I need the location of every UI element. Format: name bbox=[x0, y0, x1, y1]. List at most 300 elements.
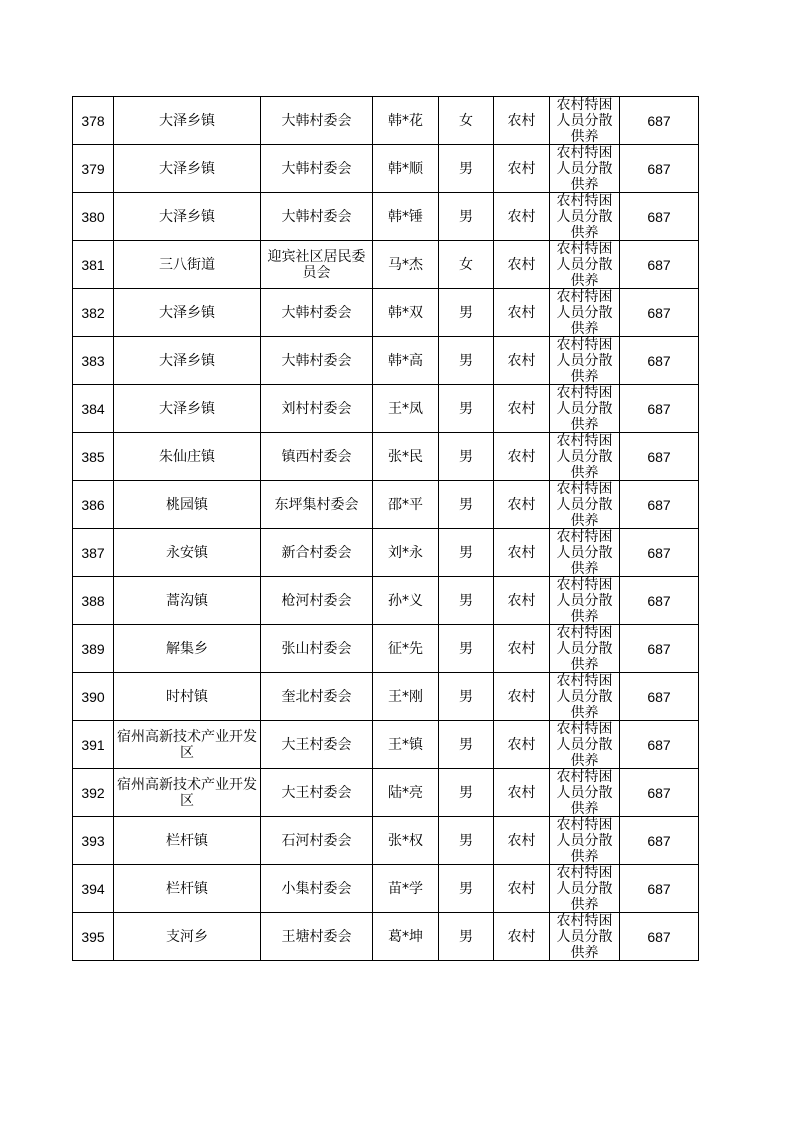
town-cell-text: 宿州高新技术产业开发区 bbox=[117, 728, 257, 761]
person-name-cell bbox=[373, 865, 439, 913]
amount-cell-text: 687 bbox=[647, 928, 671, 945]
row-number-text: 393 bbox=[81, 832, 105, 849]
amount-cell bbox=[620, 145, 699, 193]
support-category-cell-text: 农村特困人员分散供养 bbox=[556, 145, 613, 192]
area-type-cell-text: 农村 bbox=[507, 640, 536, 657]
support-category-cell-text: 农村特困人员分散供养 bbox=[556, 817, 613, 864]
area-type-cell-text: 农村 bbox=[507, 496, 536, 513]
person-name-cell bbox=[373, 433, 439, 481]
row-number bbox=[73, 337, 114, 385]
table-row bbox=[73, 337, 699, 385]
row-number bbox=[73, 289, 114, 337]
area-type-cell-text: 农村 bbox=[507, 592, 536, 609]
village-cell-text: 刘村村委会 bbox=[281, 400, 352, 417]
village-cell bbox=[261, 193, 373, 241]
person-name-cell-text: 苗*学 bbox=[388, 880, 423, 897]
gender-cell bbox=[439, 241, 494, 289]
area-type-cell bbox=[494, 385, 550, 433]
support-category-cell-text: 农村特困人员分散供养 bbox=[556, 241, 613, 288]
row-number-text: 392 bbox=[81, 784, 105, 801]
amount-cell bbox=[620, 721, 699, 769]
table-row bbox=[73, 769, 699, 817]
town-cell-text: 大泽乡镇 bbox=[159, 400, 215, 417]
village-cell bbox=[261, 337, 373, 385]
village-cell-text: 奎北村委会 bbox=[281, 688, 352, 705]
support-category-cell bbox=[550, 193, 620, 241]
person-name-cell-text: 韩*高 bbox=[388, 352, 423, 369]
area-type-cell-text: 农村 bbox=[507, 784, 536, 801]
support-category-cell-text: 农村特困人员分散供养 bbox=[556, 769, 613, 816]
village-cell-text: 迎宾社区居民委员会 bbox=[267, 248, 366, 281]
town-cell-text: 大泽乡镇 bbox=[159, 304, 215, 321]
gender-cell-text: 男 bbox=[459, 736, 473, 753]
row-number-text: 390 bbox=[81, 688, 105, 705]
row-number-text: 381 bbox=[81, 256, 105, 273]
person-name-cell-text: 刘*永 bbox=[388, 544, 423, 561]
town-cell-text: 永安镇 bbox=[166, 544, 208, 561]
row-number bbox=[73, 193, 114, 241]
village-cell bbox=[261, 769, 373, 817]
village-cell bbox=[261, 385, 373, 433]
town-cell-text: 时村镇 bbox=[166, 688, 208, 705]
amount-cell-text: 687 bbox=[647, 208, 671, 225]
row-number bbox=[73, 817, 114, 865]
area-type-cell-text: 农村 bbox=[507, 448, 536, 465]
row-number bbox=[73, 913, 114, 961]
row-number bbox=[73, 769, 114, 817]
support-category-cell bbox=[550, 385, 620, 433]
town-cell-text: 宿州高新技术产业开发区 bbox=[117, 776, 257, 809]
support-category-cell bbox=[550, 625, 620, 673]
table-row bbox=[73, 529, 699, 577]
person-name-cell-text: 韩*花 bbox=[388, 112, 423, 129]
support-category-cell-text: 农村特困人员分散供养 bbox=[556, 577, 613, 624]
person-name-cell-text: 韩*顺 bbox=[388, 160, 423, 177]
table-row bbox=[73, 673, 699, 721]
area-type-cell bbox=[494, 577, 550, 625]
person-name-cell-text: 孙*义 bbox=[388, 592, 423, 609]
amount-cell bbox=[620, 481, 699, 529]
area-type-cell bbox=[494, 241, 550, 289]
row-number-text: 383 bbox=[81, 352, 105, 369]
town-cell bbox=[114, 433, 261, 481]
row-number bbox=[73, 97, 114, 145]
town-cell-text: 桃园镇 bbox=[166, 496, 208, 513]
support-category-cell bbox=[550, 865, 620, 913]
gender-cell-text: 女 bbox=[459, 256, 473, 273]
amount-cell-text: 687 bbox=[647, 832, 671, 849]
row-number-text: 387 bbox=[81, 544, 105, 561]
row-number-text: 380 bbox=[81, 208, 105, 225]
village-cell-text: 大韩村委会 bbox=[281, 208, 352, 225]
town-cell bbox=[114, 145, 261, 193]
person-name-cell bbox=[373, 817, 439, 865]
amount-cell bbox=[620, 673, 699, 721]
row-number-text: 384 bbox=[81, 400, 105, 417]
town-cell-text: 大泽乡镇 bbox=[159, 208, 215, 225]
table-body bbox=[73, 97, 699, 961]
person-name-cell-text: 马*杰 bbox=[388, 256, 423, 273]
amount-cell bbox=[620, 193, 699, 241]
gender-cell-text: 男 bbox=[459, 352, 473, 369]
gender-cell-text: 男 bbox=[459, 544, 473, 561]
row-number-text: 389 bbox=[81, 640, 105, 657]
village-cell-text: 大韩村委会 bbox=[281, 304, 352, 321]
support-category-cell bbox=[550, 145, 620, 193]
support-category-cell bbox=[550, 721, 620, 769]
amount-cell bbox=[620, 913, 699, 961]
person-name-cell bbox=[373, 145, 439, 193]
village-cell bbox=[261, 625, 373, 673]
amount-cell bbox=[620, 337, 699, 385]
gender-cell bbox=[439, 817, 494, 865]
village-cell-text: 大韩村委会 bbox=[281, 160, 352, 177]
person-name-cell bbox=[373, 673, 439, 721]
support-category-cell-text: 农村特困人员分散供养 bbox=[556, 673, 613, 720]
area-type-cell bbox=[494, 769, 550, 817]
village-cell-text: 新合村委会 bbox=[281, 544, 352, 561]
amount-cell-text: 687 bbox=[647, 688, 671, 705]
area-type-cell-text: 农村 bbox=[507, 400, 536, 417]
support-category-cell bbox=[550, 289, 620, 337]
town-cell bbox=[114, 865, 261, 913]
row-number bbox=[73, 577, 114, 625]
person-name-cell-text: 韩*锤 bbox=[388, 208, 423, 225]
person-name-cell bbox=[373, 241, 439, 289]
support-category-cell bbox=[550, 817, 620, 865]
area-type-cell bbox=[494, 97, 550, 145]
amount-cell bbox=[620, 625, 699, 673]
town-cell-text: 解集乡 bbox=[166, 640, 208, 657]
area-type-cell bbox=[494, 913, 550, 961]
person-name-cell bbox=[373, 577, 439, 625]
row-number bbox=[73, 145, 114, 193]
gender-cell-text: 男 bbox=[459, 400, 473, 417]
area-type-cell-text: 农村 bbox=[507, 544, 536, 561]
gender-cell-text: 女 bbox=[459, 112, 473, 129]
area-type-cell bbox=[494, 529, 550, 577]
row-number bbox=[73, 385, 114, 433]
area-type-cell bbox=[494, 673, 550, 721]
recipient-table bbox=[72, 96, 699, 961]
support-category-cell bbox=[550, 769, 620, 817]
row-number-text: 395 bbox=[81, 928, 105, 945]
amount-cell-text: 687 bbox=[647, 736, 671, 753]
table-row bbox=[73, 577, 699, 625]
area-type-cell bbox=[494, 625, 550, 673]
gender-cell-text: 男 bbox=[459, 640, 473, 657]
amount-cell bbox=[620, 577, 699, 625]
village-cell bbox=[261, 241, 373, 289]
table-row bbox=[73, 193, 699, 241]
support-category-cell bbox=[550, 529, 620, 577]
person-name-cell-text: 张*权 bbox=[388, 832, 423, 849]
village-cell-text: 大王村委会 bbox=[281, 784, 352, 801]
area-type-cell-text: 农村 bbox=[507, 832, 536, 849]
support-category-cell bbox=[550, 913, 620, 961]
row-number bbox=[73, 481, 114, 529]
gender-cell bbox=[439, 385, 494, 433]
person-name-cell bbox=[373, 289, 439, 337]
gender-cell bbox=[439, 721, 494, 769]
town-cell-text: 朱仙庄镇 bbox=[159, 448, 215, 465]
person-name-cell bbox=[373, 721, 439, 769]
town-cell bbox=[114, 577, 261, 625]
gender-cell-text: 男 bbox=[459, 496, 473, 513]
person-name-cell-text: 韩*双 bbox=[388, 304, 423, 321]
person-name-cell-text: 王*凤 bbox=[388, 400, 423, 417]
row-number-text: 394 bbox=[81, 880, 105, 897]
area-type-cell-text: 农村 bbox=[507, 208, 536, 225]
town-cell bbox=[114, 385, 261, 433]
town-cell bbox=[114, 289, 261, 337]
village-cell bbox=[261, 865, 373, 913]
row-number-text: 379 bbox=[81, 160, 105, 177]
area-type-cell bbox=[494, 289, 550, 337]
amount-cell-text: 687 bbox=[647, 784, 671, 801]
amount-cell bbox=[620, 241, 699, 289]
gender-cell-text: 男 bbox=[459, 208, 473, 225]
table-row bbox=[73, 817, 699, 865]
town-cell bbox=[114, 529, 261, 577]
town-cell bbox=[114, 673, 261, 721]
support-category-cell-text: 农村特困人员分散供养 bbox=[556, 481, 613, 528]
village-cell-text: 大韩村委会 bbox=[281, 352, 352, 369]
row-number bbox=[73, 625, 114, 673]
gender-cell-text: 男 bbox=[459, 784, 473, 801]
village-cell bbox=[261, 529, 373, 577]
row-number-text: 385 bbox=[81, 448, 105, 465]
row-number-text: 391 bbox=[81, 736, 105, 753]
row-number bbox=[73, 241, 114, 289]
amount-cell bbox=[620, 385, 699, 433]
town-cell-text: 大泽乡镇 bbox=[159, 352, 215, 369]
town-cell bbox=[114, 241, 261, 289]
person-name-cell-text: 张*民 bbox=[388, 448, 423, 465]
amount-cell-text: 687 bbox=[647, 256, 671, 273]
area-type-cell bbox=[494, 817, 550, 865]
gender-cell-text: 男 bbox=[459, 880, 473, 897]
support-category-cell bbox=[550, 241, 620, 289]
gender-cell bbox=[439, 913, 494, 961]
village-cell-text: 石河村委会 bbox=[281, 832, 352, 849]
town-cell-text: 大泽乡镇 bbox=[159, 160, 215, 177]
support-category-cell bbox=[550, 481, 620, 529]
area-type-cell bbox=[494, 337, 550, 385]
town-cell bbox=[114, 721, 261, 769]
gender-cell bbox=[439, 865, 494, 913]
village-cell bbox=[261, 913, 373, 961]
support-category-cell bbox=[550, 97, 620, 145]
town-cell-text: 三八街道 bbox=[159, 256, 215, 273]
table-row bbox=[73, 913, 699, 961]
village-cell bbox=[261, 481, 373, 529]
person-name-cell bbox=[373, 625, 439, 673]
amount-cell bbox=[620, 529, 699, 577]
table-row bbox=[73, 721, 699, 769]
area-type-cell-text: 农村 bbox=[507, 928, 536, 945]
gender-cell bbox=[439, 769, 494, 817]
table-row bbox=[73, 385, 699, 433]
gender-cell-text: 男 bbox=[459, 832, 473, 849]
town-cell bbox=[114, 193, 261, 241]
amount-cell-text: 687 bbox=[647, 112, 671, 129]
area-type-cell-text: 农村 bbox=[507, 688, 536, 705]
town-cell bbox=[114, 913, 261, 961]
person-name-cell-text: 陆*亮 bbox=[388, 784, 423, 801]
gender-cell bbox=[439, 481, 494, 529]
gender-cell bbox=[439, 433, 494, 481]
gender-cell-text: 男 bbox=[459, 928, 473, 945]
area-type-cell-text: 农村 bbox=[507, 304, 536, 321]
table-row bbox=[73, 481, 699, 529]
amount-cell-text: 687 bbox=[647, 880, 671, 897]
gender-cell-text: 男 bbox=[459, 160, 473, 177]
table-row bbox=[73, 97, 699, 145]
town-cell-text: 栏杆镇 bbox=[166, 832, 208, 849]
area-type-cell-text: 农村 bbox=[507, 880, 536, 897]
person-name-cell bbox=[373, 481, 439, 529]
person-name-cell bbox=[373, 385, 439, 433]
amount-cell-text: 687 bbox=[647, 592, 671, 609]
area-type-cell bbox=[494, 481, 550, 529]
amount-cell-text: 687 bbox=[647, 448, 671, 465]
amount-cell bbox=[620, 769, 699, 817]
gender-cell-text: 男 bbox=[459, 688, 473, 705]
amount-cell-text: 687 bbox=[647, 640, 671, 657]
support-category-cell bbox=[550, 433, 620, 481]
gender-cell bbox=[439, 289, 494, 337]
person-name-cell bbox=[373, 913, 439, 961]
amount-cell bbox=[620, 817, 699, 865]
village-cell-text: 镇西村委会 bbox=[281, 448, 352, 465]
area-type-cell bbox=[494, 145, 550, 193]
town-cell-text: 栏杆镇 bbox=[166, 880, 208, 897]
table-row bbox=[73, 865, 699, 913]
town-cell bbox=[114, 817, 261, 865]
support-category-cell-text: 农村特困人员分散供养 bbox=[556, 97, 613, 144]
village-cell bbox=[261, 721, 373, 769]
support-category-cell bbox=[550, 337, 620, 385]
gender-cell bbox=[439, 529, 494, 577]
support-category-cell-text: 农村特困人员分散供养 bbox=[556, 193, 613, 240]
area-type-cell bbox=[494, 193, 550, 241]
gender-cell-text: 男 bbox=[459, 304, 473, 321]
support-category-cell-text: 农村特困人员分散供养 bbox=[556, 337, 613, 384]
row-number bbox=[73, 721, 114, 769]
village-cell-text: 大韩村委会 bbox=[281, 112, 352, 129]
row-number bbox=[73, 529, 114, 577]
gender-cell bbox=[439, 673, 494, 721]
amount-cell bbox=[620, 289, 699, 337]
village-cell bbox=[261, 673, 373, 721]
area-type-cell bbox=[494, 433, 550, 481]
person-name-cell bbox=[373, 769, 439, 817]
amount-cell bbox=[620, 97, 699, 145]
support-category-cell-text: 农村特困人员分散供养 bbox=[556, 289, 613, 336]
row-number-text: 378 bbox=[81, 112, 105, 129]
amount-cell-text: 687 bbox=[647, 496, 671, 513]
amount-cell bbox=[620, 433, 699, 481]
table-row bbox=[73, 625, 699, 673]
support-category-cell-text: 农村特困人员分散供养 bbox=[556, 913, 613, 960]
village-cell-text: 小集村委会 bbox=[281, 880, 352, 897]
gender-cell bbox=[439, 193, 494, 241]
support-category-cell-text: 农村特困人员分散供养 bbox=[556, 529, 613, 576]
person-name-cell bbox=[373, 193, 439, 241]
person-name-cell bbox=[373, 97, 439, 145]
person-name-cell-text: 征*先 bbox=[388, 640, 423, 657]
amount-cell-text: 687 bbox=[647, 304, 671, 321]
support-category-cell-text: 农村特困人员分散供养 bbox=[556, 721, 613, 768]
village-cell-text: 大王村委会 bbox=[281, 736, 352, 753]
town-cell bbox=[114, 337, 261, 385]
village-cell-text: 东坪集村委会 bbox=[274, 496, 359, 513]
row-number bbox=[73, 433, 114, 481]
town-cell bbox=[114, 625, 261, 673]
person-name-cell bbox=[373, 529, 439, 577]
town-cell-text: 支河乡 bbox=[166, 928, 208, 945]
town-cell bbox=[114, 481, 261, 529]
gender-cell bbox=[439, 577, 494, 625]
gender-cell bbox=[439, 97, 494, 145]
amount-cell-text: 687 bbox=[647, 352, 671, 369]
area-type-cell-text: 农村 bbox=[507, 160, 536, 177]
village-cell bbox=[261, 577, 373, 625]
village-cell bbox=[261, 289, 373, 337]
village-cell bbox=[261, 97, 373, 145]
area-type-cell-text: 农村 bbox=[507, 736, 536, 753]
table-row bbox=[73, 289, 699, 337]
village-cell-text: 张山村委会 bbox=[281, 640, 352, 657]
person-name-cell bbox=[373, 337, 439, 385]
table-row bbox=[73, 433, 699, 481]
person-name-cell-text: 王*镇 bbox=[388, 736, 423, 753]
village-cell bbox=[261, 817, 373, 865]
gender-cell-text: 男 bbox=[459, 592, 473, 609]
amount-cell bbox=[620, 865, 699, 913]
row-number bbox=[73, 673, 114, 721]
village-cell-text: 王塘村委会 bbox=[281, 928, 352, 945]
village-cell-text: 枪河村委会 bbox=[281, 592, 352, 609]
row-number bbox=[73, 865, 114, 913]
support-category-cell-text: 农村特困人员分散供养 bbox=[556, 385, 613, 432]
town-cell-text: 大泽乡镇 bbox=[159, 112, 215, 129]
support-category-cell-text: 农村特困人员分散供养 bbox=[556, 625, 613, 672]
area-type-cell-text: 农村 bbox=[507, 112, 536, 129]
area-type-cell-text: 农村 bbox=[507, 256, 536, 273]
support-category-cell-text: 农村特困人员分散供养 bbox=[556, 865, 613, 912]
amount-cell-text: 687 bbox=[647, 544, 671, 561]
row-number-text: 386 bbox=[81, 496, 105, 513]
person-name-cell-text: 葛*坤 bbox=[388, 928, 423, 945]
gender-cell bbox=[439, 145, 494, 193]
village-cell bbox=[261, 433, 373, 481]
amount-cell-text: 687 bbox=[647, 160, 671, 177]
table-row bbox=[73, 241, 699, 289]
gender-cell bbox=[439, 337, 494, 385]
area-type-cell bbox=[494, 721, 550, 769]
row-number-text: 382 bbox=[81, 304, 105, 321]
gender-cell bbox=[439, 625, 494, 673]
area-type-cell-text: 农村 bbox=[507, 352, 536, 369]
person-name-cell-text: 邵*平 bbox=[388, 496, 423, 513]
gender-cell-text: 男 bbox=[459, 448, 473, 465]
row-number-text: 388 bbox=[81, 592, 105, 609]
town-cell bbox=[114, 769, 261, 817]
town-cell bbox=[114, 97, 261, 145]
table-row bbox=[73, 145, 699, 193]
